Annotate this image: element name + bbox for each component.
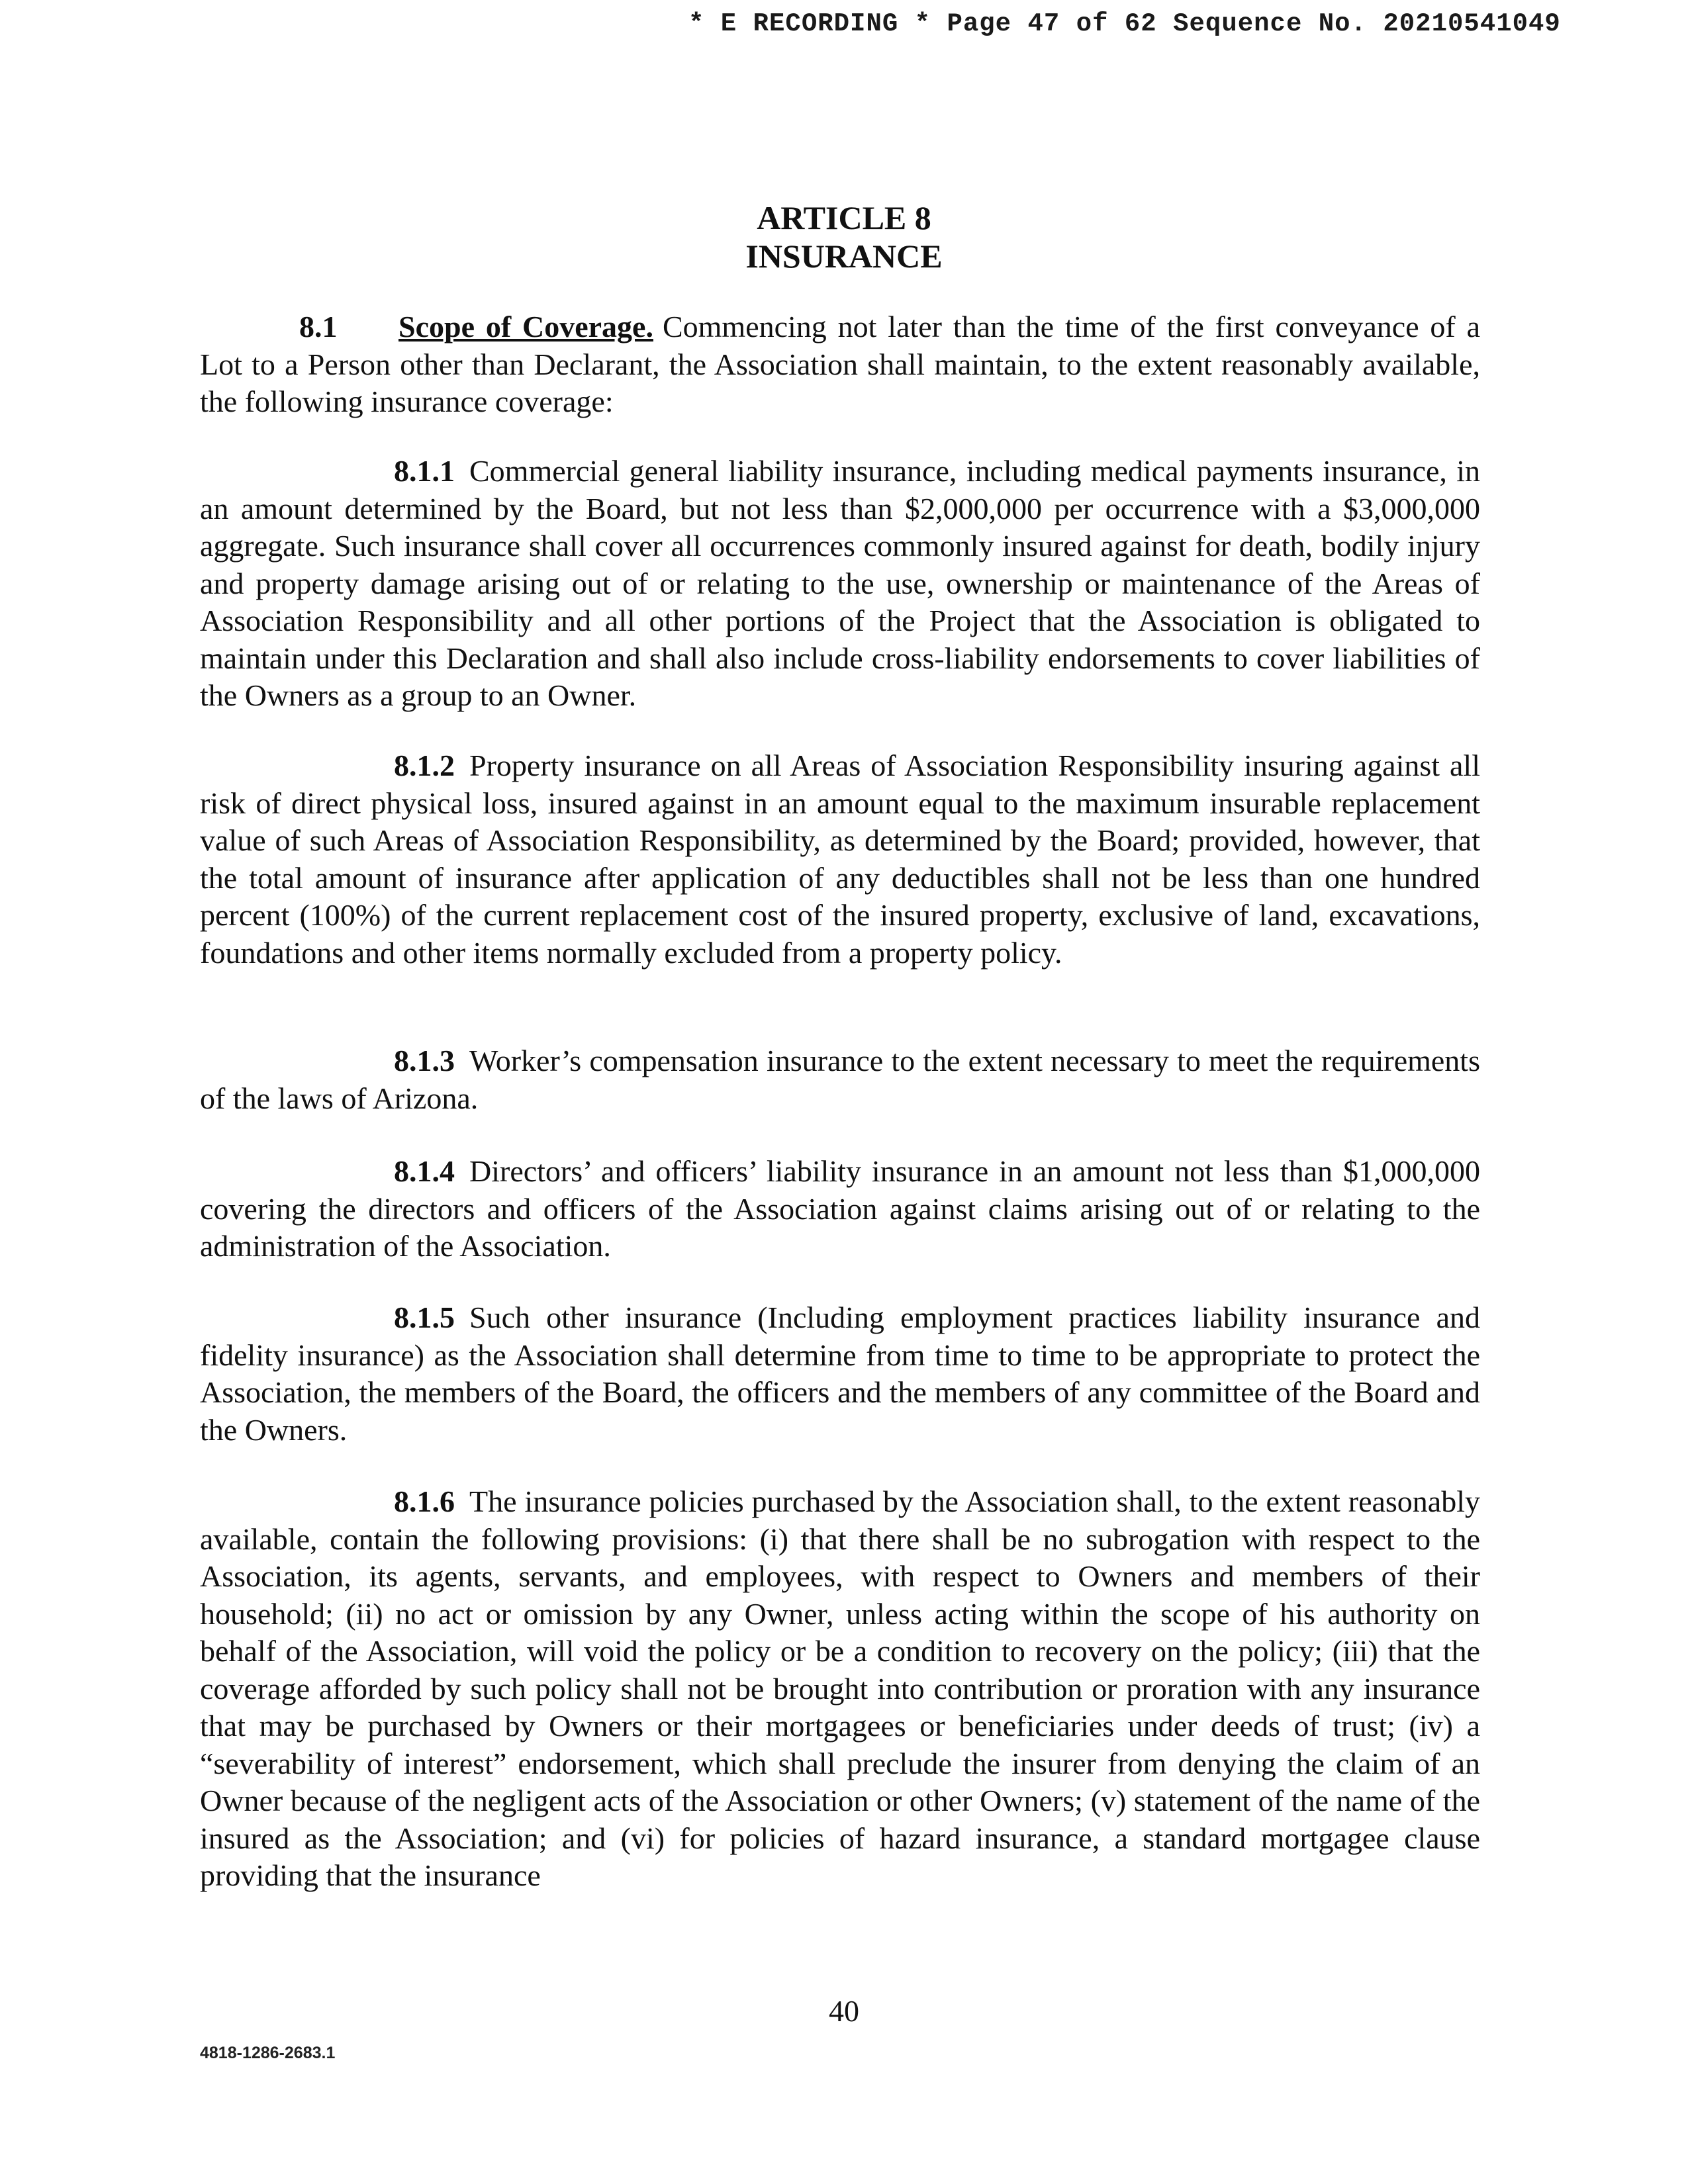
section-number: 8.1.2 xyxy=(394,749,455,782)
section-8-1 xyxy=(200,308,1480,421)
article-heading xyxy=(0,199,1688,275)
section-text: The insurance policies purchased by the Association shall, to the extent reasonably available, contain the following provisions: (i) that there shall be no subrogation with respect to the Association, its agents, servants, and employees, with respect to Owners and members of their household; (ii) no act or omission by any Owner, unless acting within the scope of his authority on behalf of the Association, will void the policy or be a condition to recovery on the policy; (iii) that the coverage afforded by such policy shall not be brought into contribution or proration with any insurance that may be purchased by Owners or their mortgagees or beneficiaries under deeds of trust; (iv) a “severability of interest” endorsement, which shall preclude the insurer from denying the claim of an Owner because of the negligent acts of the Association or other Owners; (v) statement of the name of the insured as the Association; and (vi) for policies of hazard insurance, a standard mortgagee clause providing that the insurance xyxy=(200,1484,1480,1892)
recording-stamp: * E RECORDING * Page 47 of 62 Sequence No. 20210541049 xyxy=(688,9,1561,38)
document-id: 4818-1286-2683.1 xyxy=(200,2044,336,2062)
section-8-1-2 xyxy=(200,747,1480,972)
section-number: 8.1.5 xyxy=(394,1300,455,1334)
section-number: 8.1.3 xyxy=(394,1044,455,1077)
section-8-1-3 xyxy=(200,1042,1480,1117)
section-8-1-4 xyxy=(200,1153,1480,1265)
section-number: 8.1.6 xyxy=(394,1484,455,1518)
section-8-1-6 xyxy=(200,1483,1480,1895)
section-8-1-5 xyxy=(200,1299,1480,1449)
section-text: Worker’s compensation insurance to the extent necessary to meet the requirements of the laws of Arizona. xyxy=(200,1044,1480,1115)
section-number: 8.1.1 xyxy=(394,454,455,488)
section-text: Directors’ and officers’ liability insurance in an amount not less than $1,000,000 covering the directors and officers of the Association against claims arising out of or relating to the administration of the Association. xyxy=(200,1154,1480,1263)
article-number: ARTICLE 8 xyxy=(757,199,931,236)
article-title: INSURANCE xyxy=(745,238,943,275)
section-caption: Scope of Coverage. xyxy=(399,310,653,343)
section-number: 8.1 xyxy=(299,310,338,343)
section-number: 8.1.4 xyxy=(394,1154,455,1188)
section-8-1-1 xyxy=(200,453,1480,715)
section-text: Such other insurance (Including employment practices liability insurance and fidelity insurance) as the Association shall determine from time to time to be appropriate to protect the Association, the members of the Board, the officers and the members of any committee of the Board and the Owners. xyxy=(200,1300,1480,1447)
section-text: Commercial general liability insurance, including medical payments insurance, in an amount determined by the Board, but not less than $2,000,000 per occurrence with a $3,000,000 aggregate. Such insurance shall cover all occurrences commonly insured against for death, bodily injury and property damage arising out of or relating to the use, ownership or maintenance of the Areas of Association Responsibility and all other portions of the Project that the Association is obligated to maintain under this Declaration and shall also include cross-liability endorsements to cover liabilities of the Owners as a group to an Owner. xyxy=(200,454,1480,712)
page-number: 40 xyxy=(829,1994,859,2028)
section-text: Commencing not later than the time of the first conveyance of a Lot to a Person other than Declarant, the Association shall maintain, to the extent reasonably available, the following insurance coverage: xyxy=(200,310,1480,418)
section-text: Property insurance on all Areas of Association Responsibility insuring against all risk of direct physical loss, insured against in an amount equal to the maximum insurable replacement value of such Areas of Association Responsibility, as determined by the Board; provided, however, that the total amount of insurance after application of any deductibles shall not be less than one hundred percent (100%) of the current replacement cost of the insured property, exclusive of land, excavations, foundations and other items normally excluded from a property policy. xyxy=(200,749,1480,970)
